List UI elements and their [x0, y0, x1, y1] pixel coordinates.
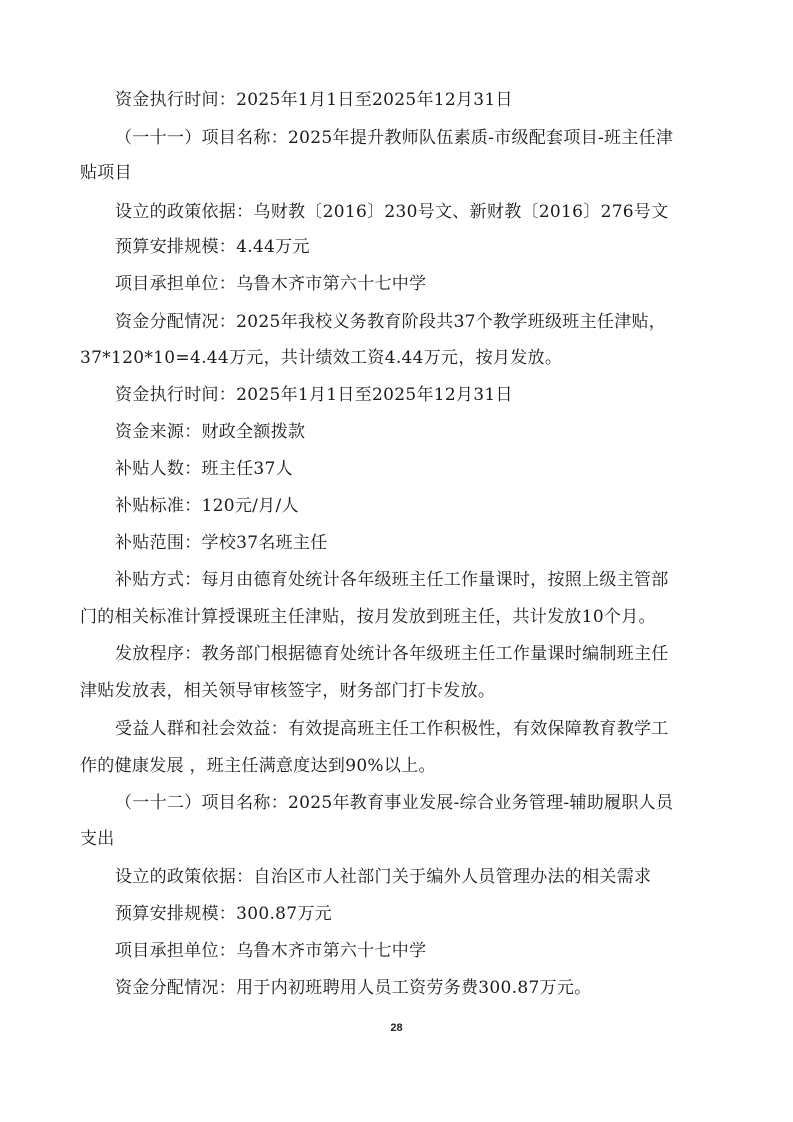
subsidy-method-line: 补贴方式：每月由德育处统计各年级班主任工作量课时，按照上级主管部: [115, 570, 669, 590]
execution-time-line: 资金执行时间：2025年1月1日至2025年12月31日: [115, 385, 513, 405]
policy-basis-line: 设立的政策依据：乌财教〔2016〕230号文、新财教〔2016〕276号文: [115, 202, 669, 222]
budget-scale-line: 预算安排规模：4.44万元: [115, 237, 310, 257]
distribution-procedure-line: 发放程序：教务部门根据德育处统计各年级班主任工作量课时编制班主任: [115, 644, 669, 664]
fund-allocation-cont: 37*120*10=4.44万元，共计绩效工资4.44万元，按月发放。: [80, 348, 563, 368]
beneficiaries-cont: 作的健康发展 ，班主任满意度达到90%以上。: [80, 756, 436, 776]
page-number: 28: [390, 1022, 403, 1034]
subsidy-scope-line: 补贴范围：学校37名班主任: [115, 533, 328, 553]
budget-scale-line: 预算安排规模：300.87万元: [115, 904, 332, 924]
beneficiaries-line: 受益人群和社会效益：有效提高班主任工作积极性，有效保障教育教学工: [115, 719, 669, 739]
undertaking-unit-line: 项目承担单位：乌鲁木齐市第六十七中学: [115, 274, 427, 294]
subsidy-method-cont: 门的相关标准计算授课班主任津贴，按月发放到班主任，共计发放10个月。: [80, 607, 656, 627]
fund-allocation-line: 资金分配情况：2025年我校义务教育阶段共37个教学班级班主任津贴，: [115, 312, 667, 332]
project-12-title-cont: 支出: [80, 829, 115, 849]
distribution-procedure-cont: 津贴发放表，相关领导审核签字，财务部门打卡发放。: [80, 681, 496, 701]
project-12-title-line: （一十二）项目名称：2025年教育事业发展-综合业务管理-辅助履职人员: [115, 793, 674, 813]
fund-allocation-line: 资金分配情况：用于内初班聘用人员工资劳务费300.87万元。: [115, 978, 592, 998]
subsidy-count-line: 补贴人数：班主任37人: [115, 459, 293, 479]
fund-source-line: 资金来源：财政全额拨款: [115, 422, 306, 442]
execution-time-line: 资金执行时间：2025年1月1日至2025年12月31日: [115, 90, 513, 110]
subsidy-standard-line: 补贴标准：120元/月/人: [115, 496, 299, 516]
policy-basis-line: 设立的政策依据：自治区市人社部门关于编外人员管理办法的相关需求: [115, 867, 652, 887]
undertaking-unit-line: 项目承担单位：乌鲁木齐市第六十七中学: [115, 941, 427, 961]
project-11-title-cont: 贴项目: [80, 163, 132, 183]
project-11-title-line: （一十一）项目名称：2025年提升教师队伍素质-市级配套项目-班主任津: [115, 128, 674, 148]
